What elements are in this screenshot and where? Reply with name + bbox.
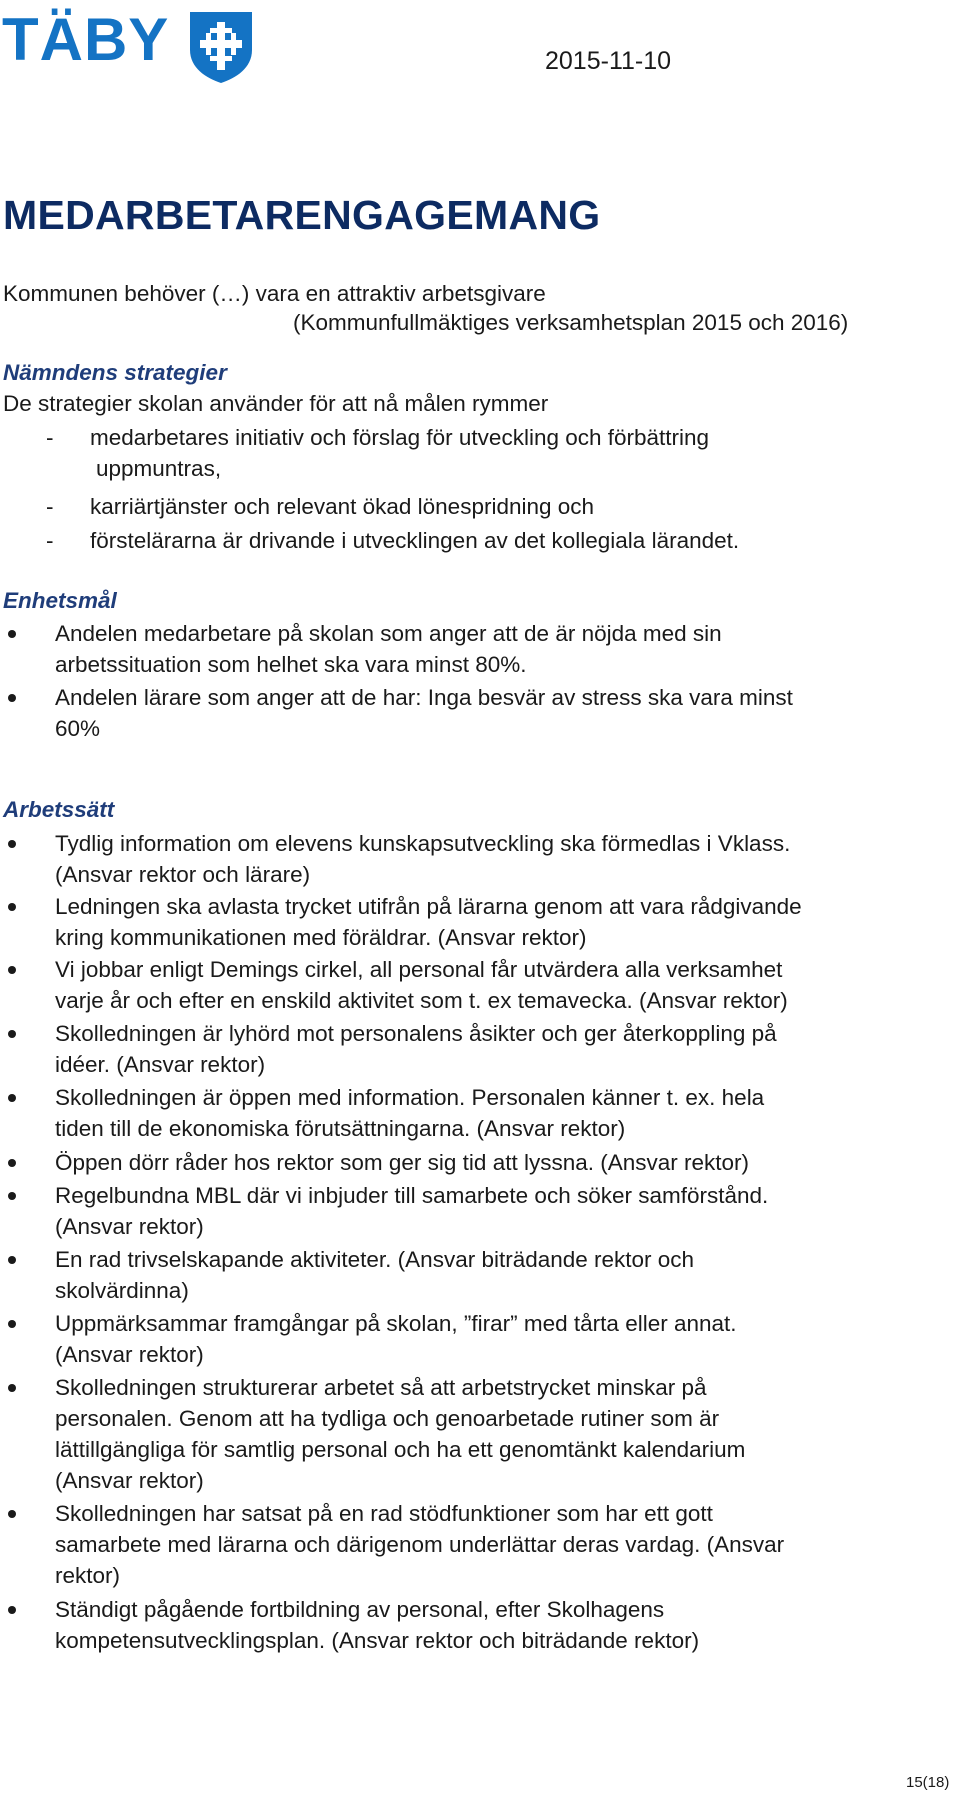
shield-icon — [188, 10, 254, 84]
bullet-icon — [8, 694, 16, 702]
list-item-line: Andelen lärare som anger att de har: Inga besvär av stress ska vara minst — [55, 685, 793, 710]
list-item-line: (Ansvar rektor) — [55, 1342, 204, 1367]
intro-line-1: Kommunen behöver (…) vara en attraktiv arbetsgivare — [3, 281, 546, 306]
strategy-item-line: uppmuntras, — [96, 456, 222, 481]
list-item-line: En rad trivselskapande aktiviteter. (Ansvar biträdande rektor och — [55, 1247, 695, 1272]
bullet-icon — [8, 1510, 16, 1518]
strategy-dash: - — [46, 494, 54, 519]
list-item-line: samarbete med lärarna och därigenom underlättar deras vardag. (Ansvar — [55, 1532, 785, 1557]
list-item-line: Ständigt pågående fortbildning av personal, efter Skolhagens — [55, 1597, 665, 1622]
list-item-line: Ledningen ska avlasta trycket utifrån på lärarna genom att vara rådgivande — [55, 894, 802, 919]
bullet-icon — [8, 1320, 16, 1328]
list-item-line: rektor) — [55, 1563, 121, 1588]
list-item-line: tiden till de ekonomiska förutsättningarna. (Ansvar rektor) — [55, 1116, 626, 1141]
list-item-line: Skolledningen har satsat på en rad stödfunktioner som har ett gott — [55, 1501, 713, 1526]
list-item-line: skolvärdinna) — [55, 1278, 189, 1303]
list-item-line: Uppmärksammar framgångar på skolan, ”firar” med tårta eller annat. — [55, 1311, 737, 1336]
list-item-line: Skolledningen är lyhörd mot personalens åsikter och ger återkoppling på — [55, 1021, 777, 1046]
bullet-icon — [8, 1192, 16, 1200]
bullet-icon — [8, 1256, 16, 1264]
page-number: 15(18) — [906, 1774, 950, 1791]
logo-wordmark: TÄBY — [2, 6, 170, 73]
page-title: MEDARBETARENGAGEMANG — [3, 192, 601, 238]
list-item-line: kring kommunikationen med föräldrar. (Ansvar rektor) — [55, 925, 587, 950]
list-item-line: Vi jobbar enligt Demings cirkel, all personal får utvärdera alla verksamhet — [55, 957, 783, 982]
intro-line-2: (Kommunfullmäktiges verksamhetsplan 2015 och 2016) — [293, 310, 849, 335]
list-item-line: Skolledningen strukturerar arbetet så att arbetstrycket minskar på — [55, 1375, 707, 1400]
bullet-icon — [8, 903, 16, 911]
list-item-line: idéer. (Ansvar rektor) — [55, 1052, 266, 1077]
methods-heading: Arbetssätt — [3, 797, 115, 822]
bullet-icon — [8, 1094, 16, 1102]
strategy-item-line: förstelärarna är drivande i utvecklingen av det kollegiala lärandet. — [90, 528, 740, 553]
list-item-line: personalen. Genom att ha tydliga och genoarbetade rutiner som är — [55, 1406, 720, 1431]
list-item-line: (Ansvar rektor) — [55, 1214, 204, 1239]
list-item-line: varje år och efter en enskild aktivitet som t. ex temavecka. (Ansvar rektor) — [55, 988, 788, 1013]
document-date: 2015-11-10 — [545, 47, 672, 75]
goals-heading: Enhetsmål — [3, 588, 117, 613]
strategy-item-line: karriärtjänster och relevant ökad lönespridning och — [90, 494, 595, 519]
bullet-icon — [8, 1030, 16, 1038]
bullet-icon — [8, 1159, 16, 1167]
strategy-item-line: medarbetares initiativ och förslag för utveckling och förbättring — [90, 425, 710, 450]
list-item-line: Andelen medarbetare på skolan som anger att de är nöjda med sin — [55, 621, 722, 646]
list-item-line: Regelbundna MBL där vi inbjuder till samarbete och söker samförstånd. — [55, 1183, 769, 1208]
bullet-icon — [8, 630, 16, 638]
list-item-line: Öppen dörr råder hos rektor som ger sig tid att lyssna. (Ansvar rektor) — [55, 1150, 750, 1175]
list-item-line: (Ansvar rektor och lärare) — [55, 862, 311, 887]
strategies-lead: De strategier skolan använder för att nå målen rymmer — [3, 391, 549, 416]
list-item-line: (Ansvar rektor) — [55, 1468, 204, 1493]
list-item-line: Skolledningen är öppen med information. Personalen känner t. ex. hela — [55, 1085, 765, 1110]
list-item-line: lättillgängliga för samtlig personal och ha ett genomtänkt kalendarium — [55, 1437, 746, 1462]
strategies-heading: Nämndens strategier — [3, 360, 227, 385]
taby-logo — [2, 4, 254, 84]
bullet-icon — [8, 1606, 16, 1614]
strategy-dash: - — [46, 528, 54, 553]
strategy-dash: - — [46, 425, 54, 450]
list-item-line: 60% — [55, 716, 101, 741]
list-item-line: arbetssituation som helhet ska vara minst 80%. — [55, 652, 527, 677]
bullet-icon — [8, 1384, 16, 1392]
bullet-icon — [8, 840, 16, 848]
bullet-icon — [8, 966, 16, 974]
list-item-line: kompetensutvecklingsplan. (Ansvar rektor och biträdande rektor) — [55, 1628, 700, 1653]
list-item-line: Tydlig information om elevens kunskapsutveckling ska förmedlas i Vklass. — [55, 831, 791, 856]
